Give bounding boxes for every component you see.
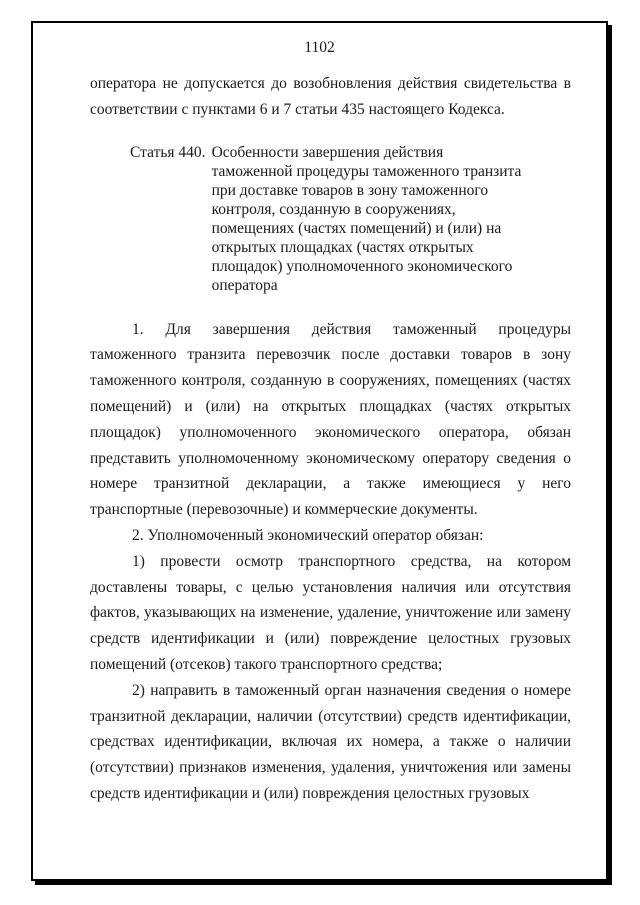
paragraph-2: 2. Уполномоченный экономический оператор обязан: bbox=[132, 526, 484, 544]
article-label: Статья 440. bbox=[130, 143, 206, 161]
page-number: 1102 bbox=[304, 39, 335, 56]
page-frame bbox=[31, 21, 608, 881]
paragraph-2-item-2: 2) направить в таможенный орган назначения сведения о номере транзитной декларации, наличии (отсутствии) средств идентификации, средствах идентификации, включая их номера, а также о наличии (отсутствии) признаков изменения, удаления, уничтожения или замены средств идентификации и (или) повреждения целостных грузовых bbox=[90, 681, 571, 802]
article-heading bbox=[130, 143, 571, 295]
paragraph-1: 1. Для завершения действия таможенный процедуры таможенного транзита перевозчик после доставки товаров в зону таможенного контроля, созданную в сооружениях, помещениях (частях помещений) и (или) на открытых площадках (частях открытых площадок) уполномоченного экономического оператора, обязан представить уполномоченному экономическому оператору сведения о номере транзитной декларации, а также имеющиеся у него транспортные (перевозочные) и коммерческие документы. bbox=[90, 320, 571, 519]
continuation-paragraph: оператора не допускается до возобновления действия свидетельства в соответствии с пунктами 6 и 7 статьи 435 настоящего Кодекса. bbox=[90, 75, 571, 118]
article-title: Особенности завершения действия таможенной процедуры таможенного транзита при доставке товаров в зону таможенного контроля, созданную в сооружениях, помещениях (частях помещений) и (или) на открытых площадках (частях открытых площадок) уполномоченного экономического оператора bbox=[211, 143, 522, 294]
paragraph-2-item-1: 1) провести осмотр транспортного средства, на котором доставлены товары, с целью установления наличия или отсутствия фактов, указывающих на изменение, удаление, уничтожение или замену средств идентификации и (или) повреждение целостных грузовых помещений (отсеков) такого транспортного средства; bbox=[90, 552, 571, 673]
page-content bbox=[90, 71, 571, 807]
